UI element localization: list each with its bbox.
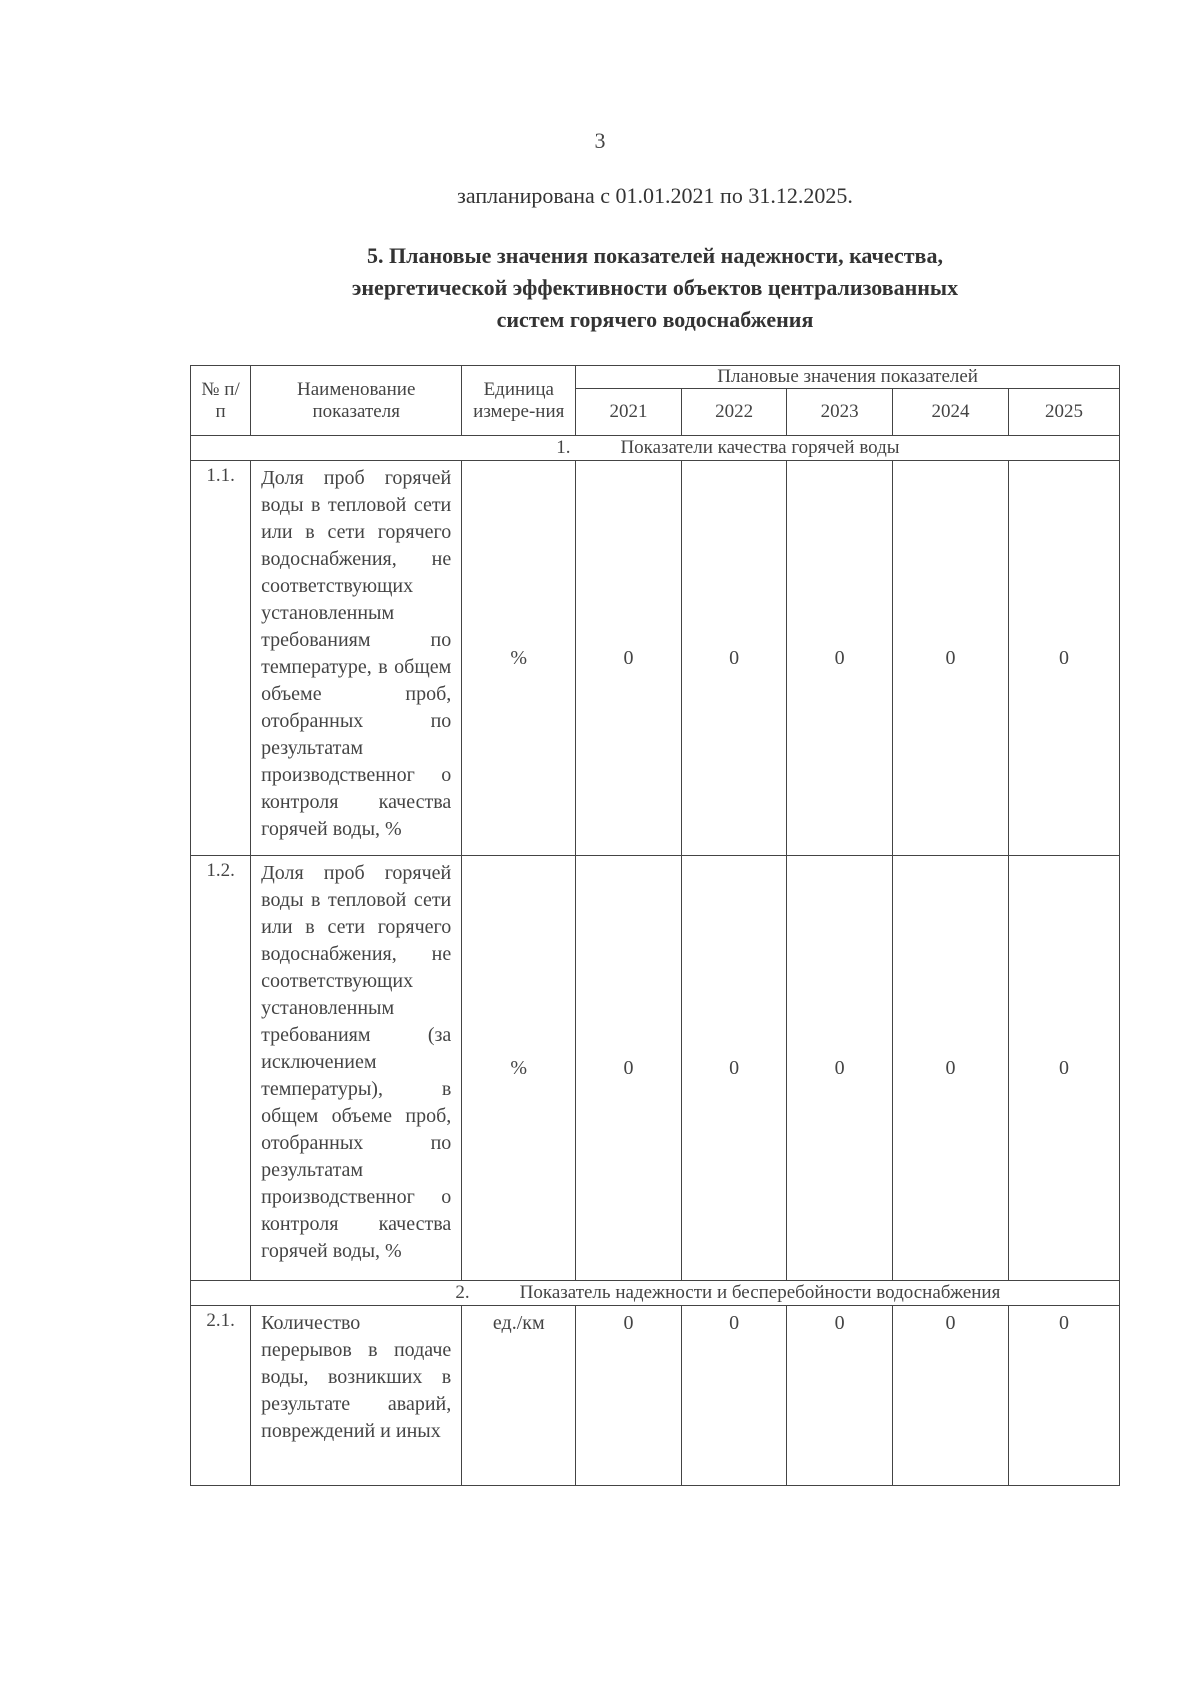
row-value-2025: 0 [1009, 856, 1120, 1281]
header-row-1 [191, 366, 1120, 389]
header-name: Наименование показателя [251, 366, 462, 436]
section-heading-line-2: энергетической эффективности объектов централизованных [351, 275, 959, 300]
row-value-2021: 0 [576, 1306, 682, 1486]
section-row-2 [191, 1281, 1120, 1306]
section-title: Показатель надежности и бесперебойности водоснабжения [519, 1282, 1001, 1303]
header-year-2025: 2025 [1009, 389, 1120, 436]
row-value-2022: 0 [681, 856, 787, 1281]
indicators-table [190, 365, 1120, 1486]
row-name: Доля проб горячей воды в тепловой сети или в сети горячего водоснабжения, не соответствующих установленным требованиям (за исключением температуры), в общем объеме проб, отобранных по результатам производственног о контроля качества горячей воды, % [251, 856, 462, 1281]
row-value-2022: 0 [681, 1306, 787, 1486]
row-unit: % [462, 856, 576, 1281]
section-title-2 [191, 1281, 1120, 1306]
row-value-2021: 0 [576, 856, 682, 1281]
row-index: 2.1. [191, 1306, 251, 1486]
row-unit: % [462, 461, 576, 856]
row-index: 1.2. [191, 856, 251, 1281]
section-heading-line-1: 5. Плановые значения показателей надежности, качества, [367, 243, 943, 268]
header-num: № п/п [191, 366, 251, 436]
header-year-2021: 2021 [576, 389, 682, 436]
row-value-2021: 0 [576, 461, 682, 856]
row-value-2024: 0 [892, 461, 1008, 856]
row-value-2022: 0 [681, 461, 787, 856]
row-name: Доля проб горячей воды в тепловой сети или в сети горячего водоснабжения, не соответствующих установленным требованиям по температуре, в общем объеме проб, отобранных по результатам производственног о контроля качества горячей воды, % [251, 461, 462, 856]
row-unit: ед./км [462, 1306, 576, 1486]
header-year-2023: 2023 [787, 389, 893, 436]
intro-line: запланирована с 01.01.2021 по 31.12.2025. [457, 183, 853, 208]
page-number: 3 [594, 128, 606, 153]
table-row [191, 856, 1120, 1281]
table-row [191, 461, 1120, 856]
section-title: Показатели качества горячей воды [620, 437, 900, 458]
section-number: 2. [455, 1282, 470, 1303]
header-year-2024: 2024 [892, 389, 1008, 436]
row-value-2023: 0 [787, 1306, 893, 1486]
row-value-2023: 0 [787, 461, 893, 856]
header-planned: Плановые значения показателей [576, 366, 1120, 389]
header-year-2022: 2022 [681, 389, 787, 436]
table-row [191, 1306, 1120, 1486]
section-heading [250, 240, 1060, 336]
section-number: 1. [556, 437, 571, 458]
header-unit: Единица измере-ния [462, 366, 576, 436]
row-name: Количество перерывов в подаче воды, возникших в результате аварий, повреждений и иных [251, 1306, 462, 1486]
section-title-1 [191, 436, 1120, 461]
row-value-2024: 0 [892, 856, 1008, 1281]
row-value-2024: 0 [892, 1306, 1008, 1486]
section-row-1 [191, 436, 1120, 461]
row-index: 1.1. [191, 461, 251, 856]
row-value-2025: 0 [1009, 1306, 1120, 1486]
section-heading-line-3: систем горячего водоснабжения [496, 307, 814, 332]
row-value-2025: 0 [1009, 461, 1120, 856]
row-value-2023: 0 [787, 856, 893, 1281]
